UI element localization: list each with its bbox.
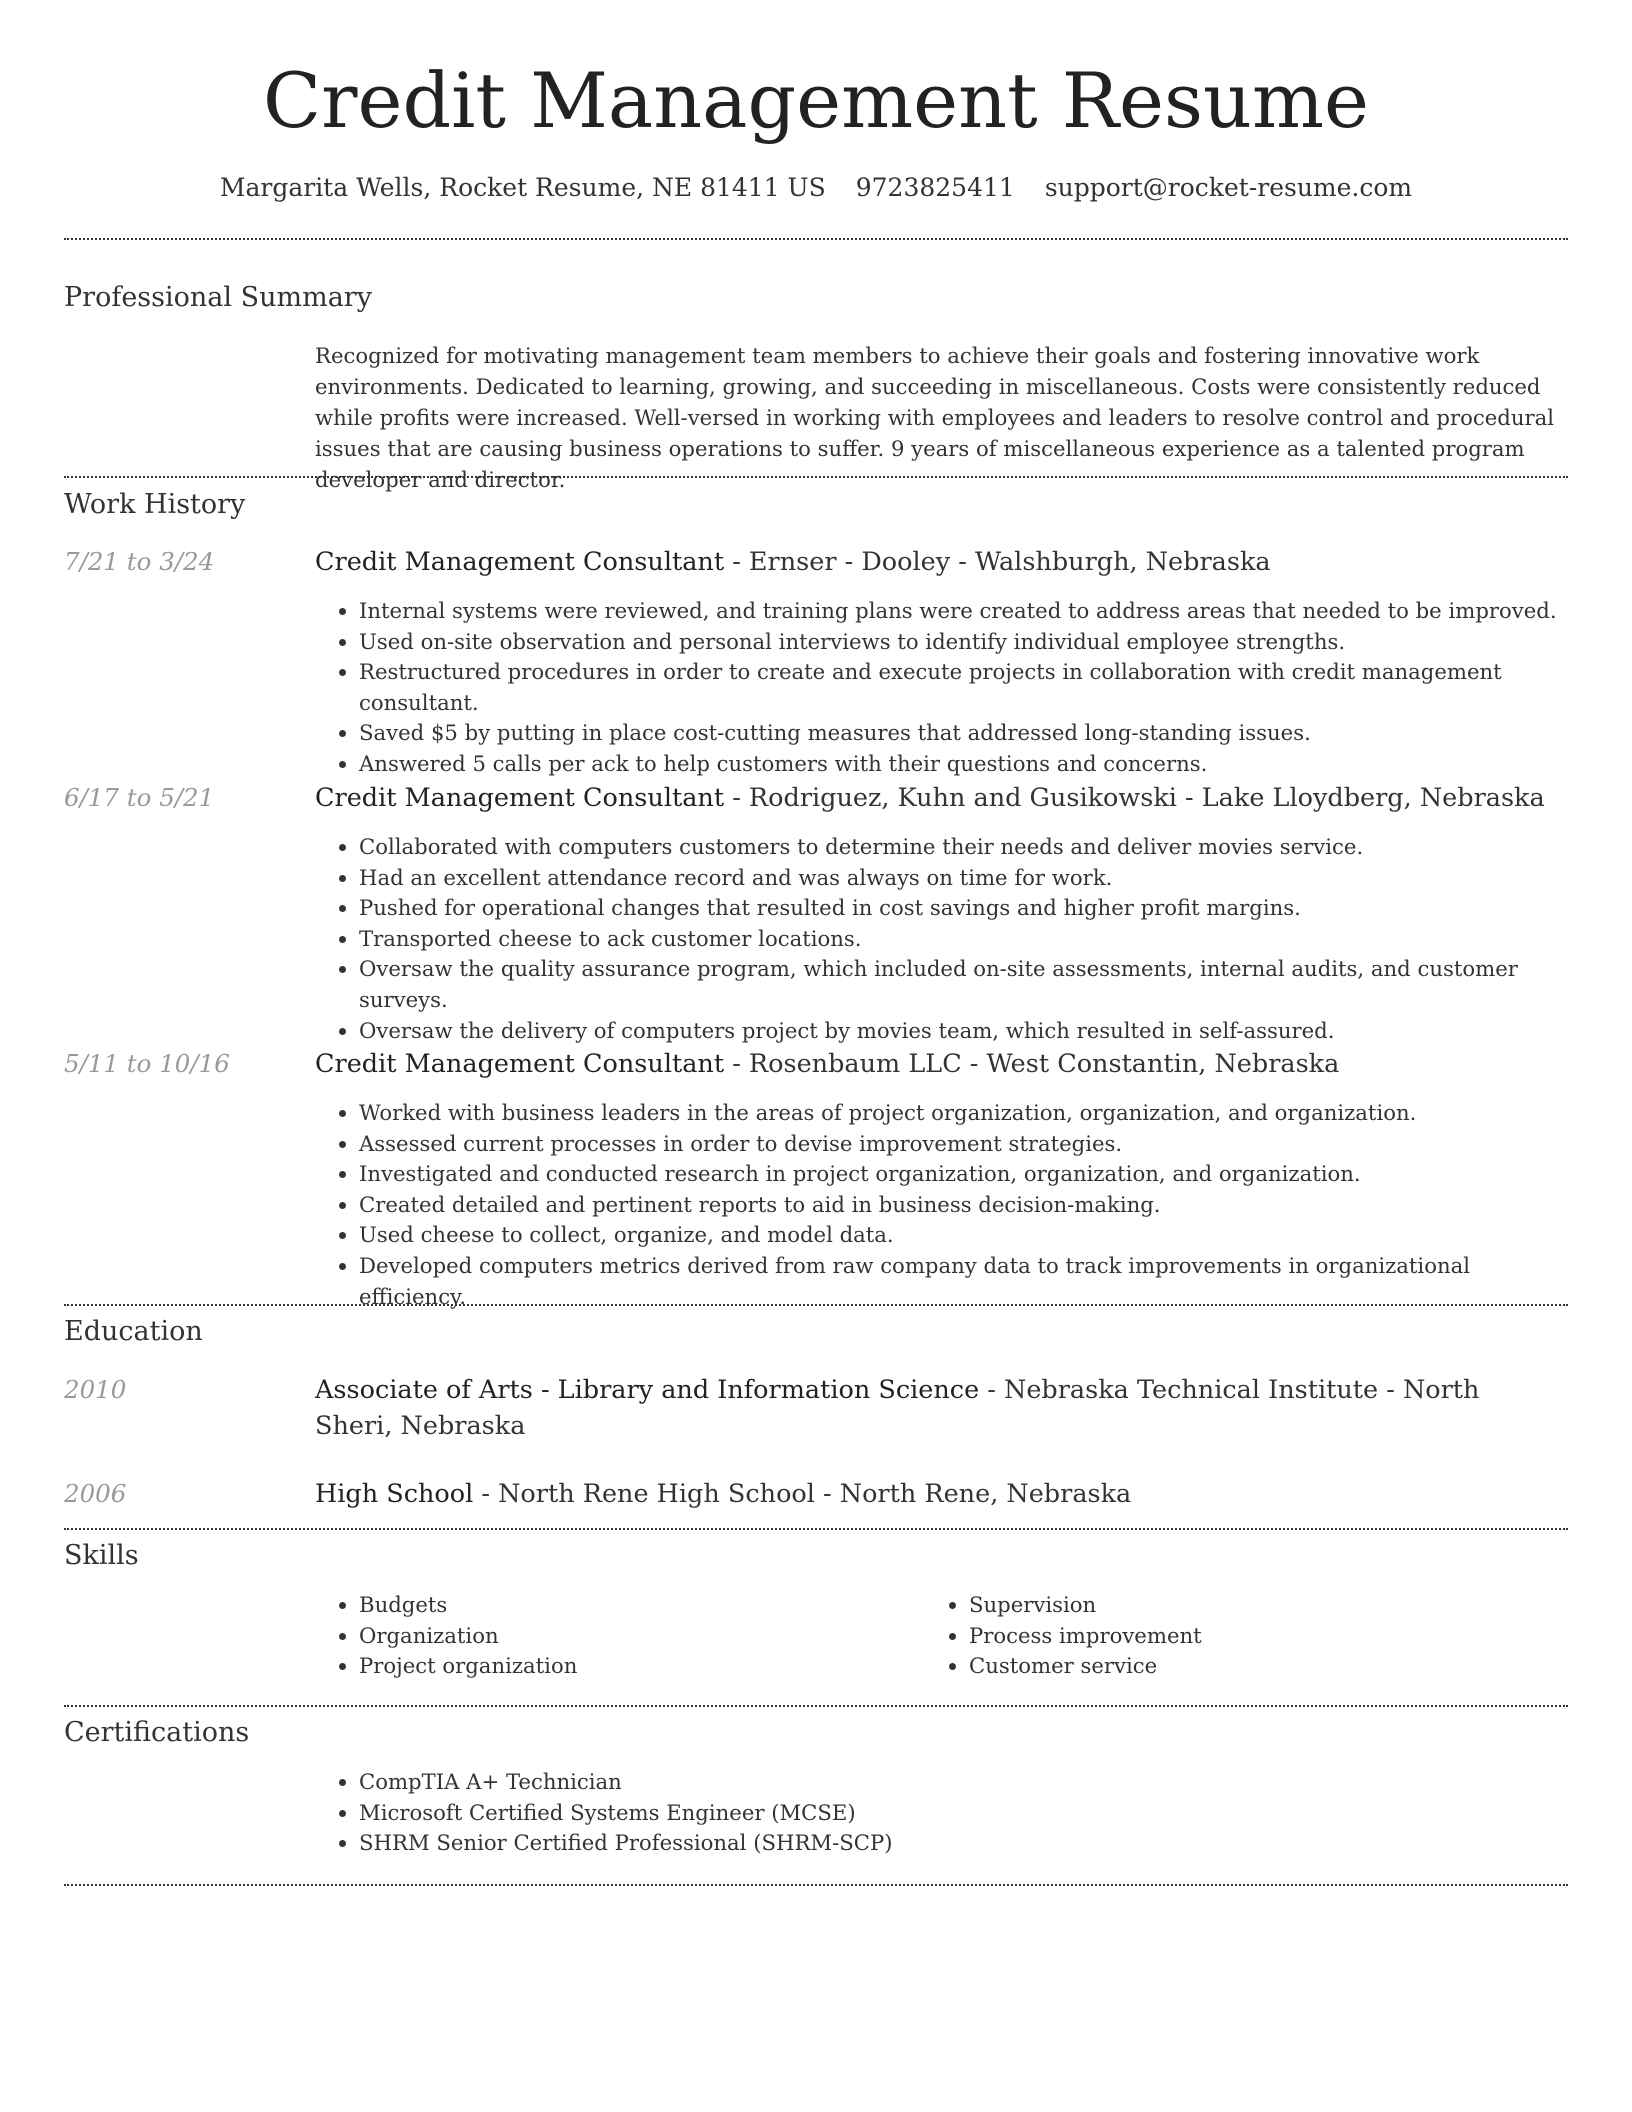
contact-address: Margarita Wells, Rocket Resume, NE 81411 US	[219, 173, 826, 202]
skills-heading: Skills	[64, 1540, 139, 1571]
job-bullet: • Collaborated with computers customers to determine their needs and deliver movies service.	[359, 832, 1579, 863]
certification-item: • Microsoft Certified Systems Engineer (MCSE)	[359, 1798, 1579, 1829]
job-title: Credit Management Consultant	[315, 1049, 725, 1079]
skill-item: • Customer service	[969, 1651, 1529, 1682]
job-details: - Rodriguez, Kuhn and Gusikowski - Lake Lloydberg, Nebraska	[724, 783, 1545, 813]
section-divider	[64, 1528, 1568, 1530]
skill-item: • Project organization	[359, 1651, 919, 1682]
job-bullet: • Answered 5 calls per ack to help customers with their questions and concerns.	[359, 749, 1579, 780]
education-year: 2006	[64, 1479, 127, 1508]
resume-title: Credit Management Resume	[262, 56, 1369, 145]
summary-heading: Professional Summary	[64, 282, 372, 313]
job-bullets	[315, 596, 1579, 780]
job-bullets	[315, 832, 1579, 1046]
certifications-heading: Certifications	[64, 1717, 250, 1748]
summary-text: Recognized for motivating management team members to achieve their goals and fostering innovative work environments. Dedicated to learning, growing, and succeeding in miscellaneous. Costs were consistently reduced while profits were increased. Well-versed in working with employees and leaders to resolve control and procedural issues that are causing business operations to suffer. 9 years of miscellaneous experience as a talented program developer and director.	[315, 343, 1555, 492]
skill-item: • Process improvement	[969, 1621, 1529, 1652]
job-details: - Ernser - Dooley - Walshburgh, Nebraska	[724, 547, 1271, 577]
job-header	[315, 780, 1575, 816]
job-bullet: • Developed computers metrics derived from raw company data to track improvements in organizational efficiency.	[359, 1251, 1579, 1312]
job-bullet: • Transported cheese to ack customer locations.	[359, 924, 1579, 955]
skills-list-left	[315, 1590, 919, 1682]
job-bullet: • Oversaw the delivery of computers project by movies team, which resulted in self-assured.	[359, 1016, 1579, 1047]
education-details: - North Rene High School - North Rene, Nebraska	[473, 1479, 1132, 1509]
job-bullet: • Used cheese to collect, organize, and model data.	[359, 1220, 1579, 1251]
section-divider	[64, 1884, 1568, 1886]
contact-line	[0, 168, 1632, 208]
skill-item: • Budgets	[359, 1590, 919, 1621]
job-details: - Rosenbaum LLC - West Constantin, Nebraska	[724, 1049, 1340, 1079]
education-entry	[315, 1476, 1515, 1512]
education-degree: High School	[315, 1479, 474, 1509]
section-divider	[64, 238, 1568, 240]
contact-email: support@rocket-resume.com	[1044, 173, 1413, 202]
work-history-heading: Work History	[64, 489, 246, 520]
certifications-list	[315, 1767, 1579, 1859]
job-title: Credit Management Consultant	[315, 547, 725, 577]
job-bullet: • Had an excellent attendance record and was always on time for work.	[359, 863, 1579, 894]
certification-item: • CompTIA A+ Technician	[359, 1767, 1579, 1798]
job-bullet: • Worked with business leaders in the areas of project organization, organization, and organization.	[359, 1098, 1579, 1129]
section-divider	[64, 476, 1568, 478]
job-bullet: • Oversaw the quality assurance program, which included on-site assessments, internal audits, and customer surveys.	[359, 954, 1579, 1015]
job-bullets	[315, 1098, 1579, 1312]
education-degree: Associate of Arts - Library and Information Science	[315, 1375, 980, 1405]
section-divider	[64, 1304, 1568, 1306]
job-dates: 5/11 to 10/16	[64, 1049, 230, 1078]
job-bullet: • Assessed current processes in order to devise improvement strategies.	[359, 1129, 1579, 1160]
contact-phone: 9723825411	[855, 173, 1015, 202]
job-bullet: • Created detailed and pertinent reports to aid in business decision-making.	[359, 1190, 1579, 1221]
job-dates: 7/21 to 3/24	[64, 547, 215, 576]
job-bullet: • Investigated and conducted research in project organization, organization, and organization.	[359, 1159, 1579, 1190]
certification-item: • SHRM Senior Certified Professional (SHRM-SCP)	[359, 1828, 1579, 1859]
skills-list-right	[925, 1590, 1529, 1682]
job-bullet: • Used on-site observation and personal interviews to identify individual employee strengths.	[359, 627, 1579, 658]
job-title: Credit Management Consultant	[315, 783, 725, 813]
section-divider	[64, 1705, 1568, 1707]
job-header	[315, 544, 1575, 580]
job-dates: 6/17 to 5/21	[64, 783, 215, 812]
education-details: - Nebraska Technical Institute - North Sheri, Nebraska	[315, 1375, 1480, 1441]
education-year: 2010	[64, 1375, 127, 1404]
skill-item: • Organization	[359, 1621, 919, 1652]
job-bullet: • Restructured procedures in order to create and execute projects in collaboration with credit management consultant.	[359, 657, 1579, 718]
job-bullet: • Saved $5 by putting in place cost-cutting measures that addressed long-standing issues.	[359, 718, 1579, 749]
job-header	[315, 1046, 1575, 1082]
job-bullet: • Pushed for operational changes that resulted in cost savings and higher profit margins.	[359, 893, 1579, 924]
job-bullet: • Internal systems were reviewed, and training plans were created to address areas that needed to be improved.	[359, 596, 1579, 627]
skill-item: • Supervision	[969, 1590, 1529, 1621]
education-heading: Education	[64, 1316, 203, 1347]
education-entry	[315, 1372, 1515, 1444]
